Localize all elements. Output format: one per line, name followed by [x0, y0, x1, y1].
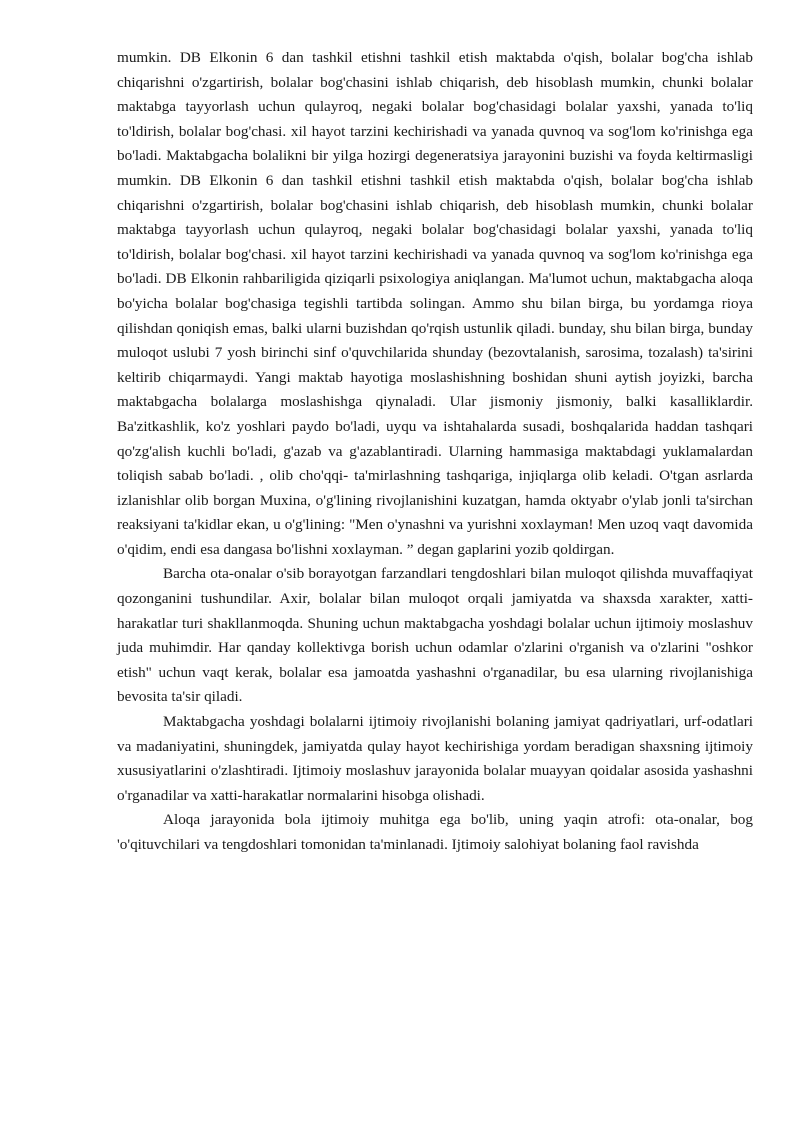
paragraph-communication-process: Aloqa jarayonida bola ijtimoiy muhitga ega bo'lib, uning yaqin atrofi: ota-onalar, bog 'o'qituvchilari va tengdoshlari tomonidan ta'minlanadi. Ijtimoiy salohiyat bolaning faol ravishda: [117, 811, 753, 853]
document-page: [117, 46, 753, 858]
paragraph-parents-communication: Barcha ota-onalar o'sib borayotgan farzandlari tengdoshlari bilan muloqot qilishda muvaffaqiyat qozonganini tushundilar. Axir, bolalar bilan muloqot orqali jamiyatda va shaxsda xarakter, xatti-harakatlar turi shakllanmoqda. Shuning uchun maktabgacha yoshdagi bolalar uchun ijtimoiy moslashuv juda muhimdir. Har qanday kollektivga borish uchun odamlar o'zlarini o'rganish va o'zlarini "oshkor etish" uchun vaqt kerak, bolalar esa jamoatda yashashni o'rganadilar, bu esa ularning rivojlanishiga bevosita ta'sir qiladi.: [117, 565, 753, 706]
paragraph-continuation: mumkin. DB Elkonin 6 dan tashkil etishni tashkil etish maktabda o'qish, bolalar bog'cha ishlab chiqarishni o'zgartirish, bolalar bog'chasini ishlab chiqarish, deb hisoblash mumkin, chunki bolalar maktabga tayyorlash uchun qulayroq, negaki bolalar bog'chasidagi bolalar yaxshi, yanada to'liq to'ldirish, bolalar bog'chasi. xil hayot tarzini kechirishadi va yanada quvnoq va sog'lom ko'rinishga ega bo'ladi. Maktabgacha bolalikni bir yilga hozirgi degeneratsiya jarayonini buzishi va foyda keltirmasligi mumkin. DB Elkonin 6 dan tashkil etishni tashkil etish maktabda o'qish, bolalar bog'cha ishlab chiqarishni o'zgartirish, bolalar bog'chasini ishlab chiqarish, deb hisoblash mumkin, chunki bolalar maktabga tayyorlash uchun qulayroq, negaki bolalar bog'chasidagi bolalar yaxshi, yanada to'liq to'ldirish, bolalar bog'chasi. xil hayot tarzini kechirishadi va yanada quvnoq va sog'lom ko'rinishga ega bo'ladi. DB Elkonin rahbariligida qiziqarli psixologiya aniqlangan. Ma'lumot uchun, maktabgacha aloqa bo'yicha bolalar bog'chasiga tegishli tartibda solingan. Ammo shu bilan birga, bu yordamga rioya qilishdan qoniqish emas, balki ularni buzishdan qo'rqish ustunlik qiladi. bunday, shu bilan birga, bunday muloqot uslubi 7 yosh birinchi sinf o'quvchilarida shunday (bezovtalanish, sarosima, tozalash) ta'sirini keltirib chiqarmaydi. Yangi maktab hayotiga moslashishning boshidan shuni aytish joyizki, barcha maktabgacha bolalarga moslashishga qiynaladi. Ular jismoniy jismoniy, balki kasalliklardir. Ba'zitkashlik, ko'z yoshlari paydo bo'ladi, uyqu va ishtahalarda susadi, boshqalarida haddan tashqari qo'zg'alish kuchli bo'ladi, g'azab va g'azablantiradi. Ularning hammasiga maktabdagi yuklamalardan toliqish sabab bo'ladi. , olib cho'qqi- ta'mirlashning tashqariga, injiqlarga olib keladi. O'tgan asrlarda izlanishlar olib borgan Muxina, o'g'lining rivojlanishini kuzatgan, hamda oktyabr o'ylab jonli ta'sirchan reaksiyani ta'kidlar ekan, u o'g'lining: "Men o'ynashni va yurishni xoxlayman! Men uzoq vaqt davomida o'qidim, endi esa dangasa bo'lishni xoxlayman. ” degan gaplarini yozib qoldirgan.: [117, 49, 753, 558]
paragraph-social-development: Maktabgacha yoshdagi bolalarni ijtimoiy rivojlanishi bolaning jamiyat qadriyatlari, urf-odatlari va madaniyatini, shuningdek, jamiyatda qulay hayot kechirishiga yordam beradigan shaxsning ijtimoiy xususiyatlarini o'zlashtiradi. Ijtimoiy moslashuv jarayonida bolalar muayyan qoidalar asosida yashashni o'rganadilar va xatti-harakatlar normalarini hisobga olishadi.: [117, 713, 753, 804]
